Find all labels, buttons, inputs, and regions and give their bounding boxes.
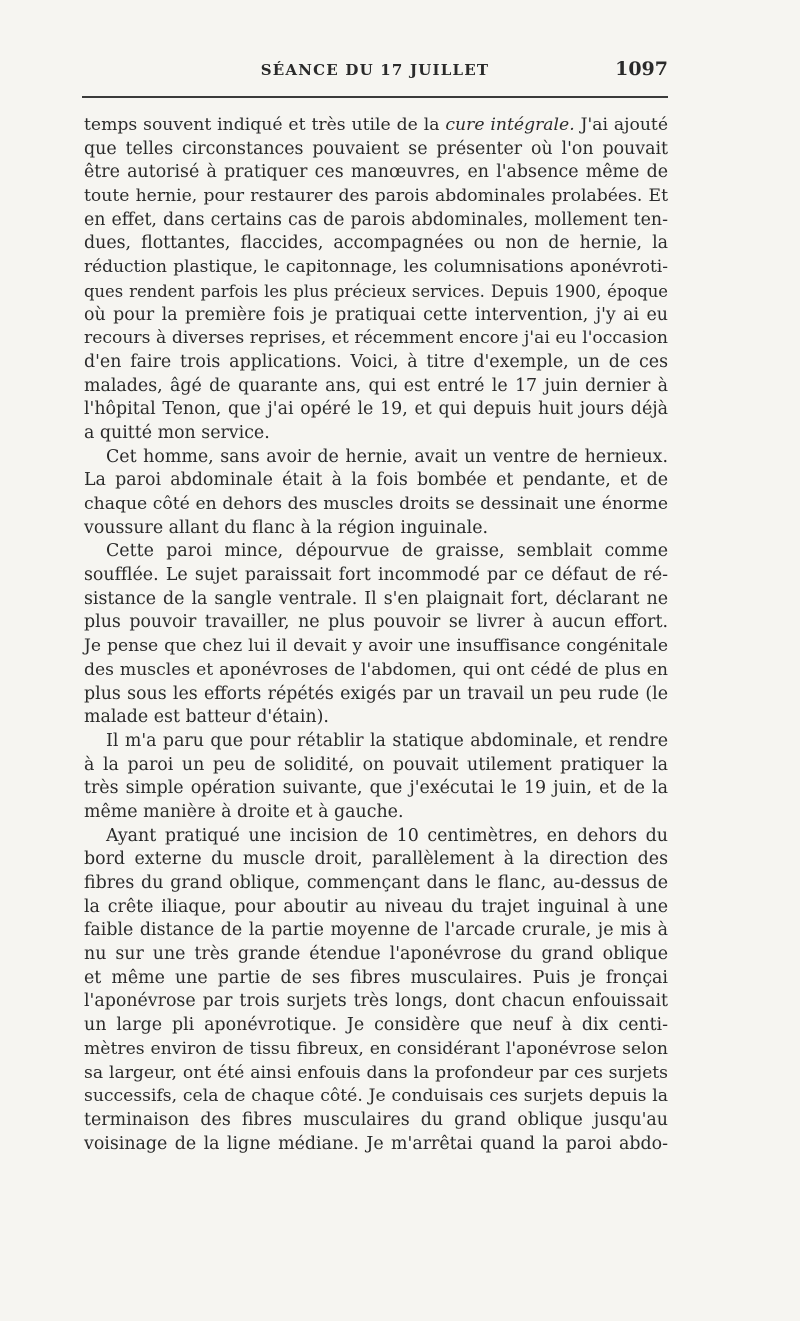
text-line: où pour la première fois je pratiquai cette intervention, j'y ai eu — [84, 304, 668, 325]
text-line: terminaison des fibres musculaires du grand oblique jusqu'au — [84, 1109, 668, 1130]
text-line: l'aponévrose par trois surjets très longs, dont chacun enfouissait — [84, 991, 668, 1012]
text-line: sa largeur, ont été ainsi enfouis dans la profondeur par ces surjets — [84, 1062, 668, 1083]
text-line: soufflée. Le sujet paraissait fort incommodé par ce défaut de ré- — [84, 565, 668, 586]
text-line: faible distance de la partie moyenne de l'arcade crurale, je mis à — [84, 920, 668, 941]
italic-term: cure intégrale. — [445, 115, 575, 135]
text-line: a quitté mon service. — [84, 422, 270, 443]
text-segment: J'ai ajouté — [574, 115, 669, 135]
text-line: à la paroi un peu de solidité, on pouvait utilement pratiquer la — [84, 754, 668, 775]
header-rule — [82, 96, 668, 98]
text-line: Cette paroi mince, dépourvue de graisse, semblait comme — [106, 541, 668, 562]
text-line: La paroi abdominale était à la fois bombée et pendante, et de — [84, 470, 668, 491]
text-line: un large pli aponévrotique. Je considère que neuf à dix centi- — [84, 1015, 668, 1036]
text-line: très simple opération suivante, que j'exécutai le 19 juin, et de la — [84, 778, 668, 799]
text-line: la crête iliaque, pour aboutir au niveau du trajet inguinal à une — [84, 896, 668, 917]
text-line: voussure allant du flanc à la région inguinale. — [84, 517, 489, 538]
running-head — [82, 58, 668, 82]
text-line: fibres du grand oblique, commençant dans le flanc, au-dessus de — [84, 873, 668, 893]
text-line: toute hernie, pour restaurer des parois abdominales prolabées. Et — [84, 186, 668, 207]
text-line: Cet homme, sans avoir de hernie, avait un ventre de hernieux. — [106, 446, 668, 467]
running-title: SÉANCE DU 17 JUILLET — [260, 61, 490, 79]
text-line: être autorisé à pratiquer ces manœuvres, en l'absence même de — [84, 162, 668, 183]
text-line: sistance de la sangle ventrale. Il s'en plaignait fort, déclarant ne — [84, 588, 668, 609]
text-line: et même une partie de ses fibres musculaires. Puis je fronçai — [84, 967, 668, 988]
text-line: l'hôpital Tenon, que j'ai opéré le 19, et qui depuis huit jours déjà — [84, 399, 668, 420]
text-line: des muscles et aponévroses de l'abdomen, qui ont cédé de plus en — [84, 659, 668, 680]
text-line: plus sous les efforts répétés exigés par un travail un peu rude (le — [84, 683, 668, 704]
text-line: d'en faire trois applications. Voici, à titre d'exemple, un de ces — [84, 351, 668, 372]
body-text — [84, 114, 668, 1156]
page-number: 1097 — [615, 58, 668, 80]
text-line: même manière à droite et à gauche. — [84, 801, 404, 822]
text-line: successifs, cela de chaque côté. Je conduisais ces surjets depuis la — [84, 1086, 668, 1107]
text-line: Je pense que chez lui il devait y avoir une insuffisance congénitale — [84, 636, 668, 657]
text-line: nu sur une très grande étendue l'aponévrose du grand oblique — [84, 944, 668, 965]
text-line: bord externe du muscle droit, parallèlement à la direction des — [84, 849, 668, 870]
text-line: que telles circonstances pouvaient se présenter où l'on pouvait — [84, 138, 668, 159]
text-line: malades, âgé de quarante ans, qui est entré le 17 juin dernier à — [84, 375, 668, 396]
text-line: Ayant pratiqué une incision de 10 centimètres, en dehors du — [106, 825, 668, 846]
text-line: voisinage de la ligne médiane. Je m'arrêtai quand la paroi abdo- — [84, 1133, 668, 1154]
text-line: ques rendent parfois les plus précieux services. Depuis 1900, époque — [84, 281, 668, 301]
text-line: plus pouvoir travailler, ne plus pouvoir se livrer à aucun effort. — [84, 612, 668, 633]
text-line: recours à diverses reprises, et récemment encore j'ai eu l'occasion — [84, 328, 668, 349]
text-line: réduction plastique, le capitonnage, les columnisations aponévroti- — [84, 257, 668, 278]
text-line: mètres environ de tissu fibreux, en considérant l'aponévrose selon — [84, 1038, 668, 1059]
text-line — [84, 114, 668, 138]
text-line: Il m'a paru que pour rétablir la statique abdominale, et rendre — [106, 730, 668, 751]
text-line: malade est batteur d'étain). — [84, 707, 329, 728]
text-line: en effet, dans certains cas de parois abdominales, mollement ten- — [84, 209, 668, 230]
text-segment: temps souvent indiqué et très utile de la — [84, 115, 446, 135]
text-line: chaque côté en dehors des muscles droits se dessinait une énorme — [84, 494, 668, 514]
text-line: dues, flottantes, flaccides, accompagnées ou non de hernie, la — [84, 233, 668, 254]
